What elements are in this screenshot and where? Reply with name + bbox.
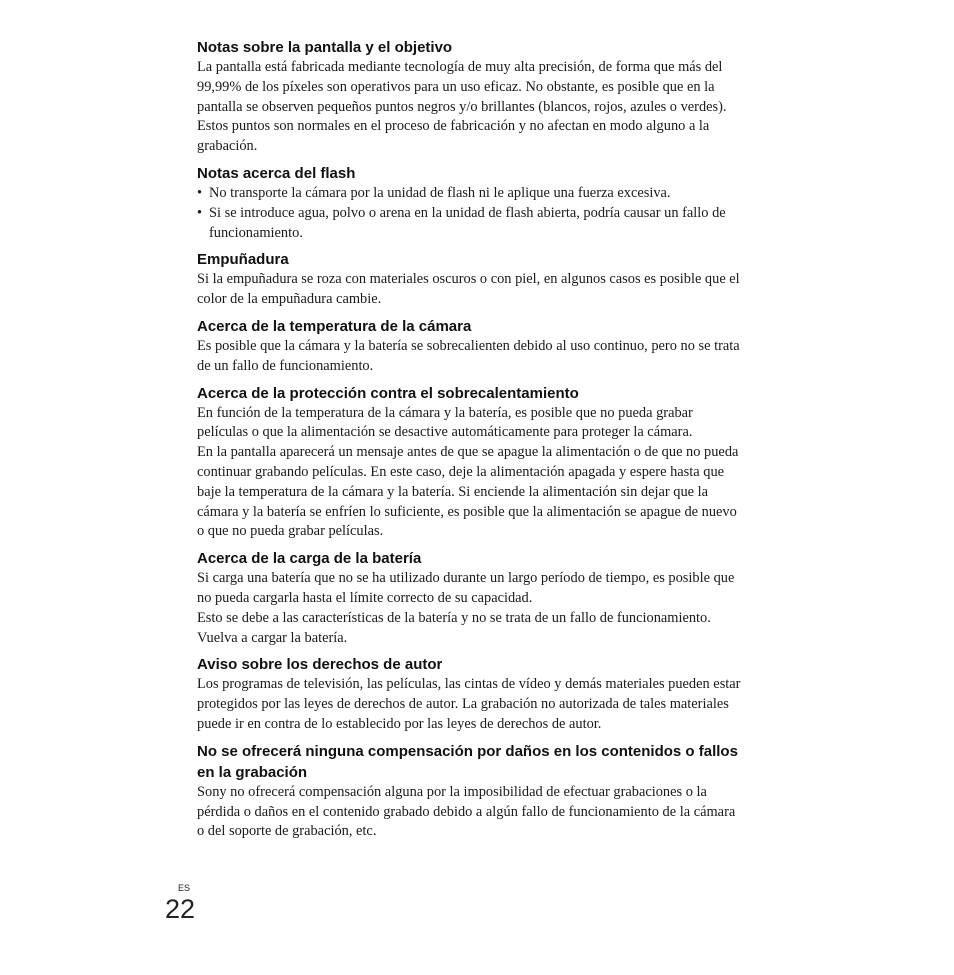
bullet-icon: • <box>197 204 203 221</box>
section-heading: No se ofrecerá ninguna compensación por daños en los contenidos o fallos en la grabación <box>197 742 738 781</box>
section-paragraph: Si la empuñadura se roza con materiales oscuros o con piel, en algunos casos es posible que el color de la empuñadura cambie. <box>197 271 740 308</box>
section-temperatura <box>197 316 745 377</box>
section-heading: Acerca de la protección contra el sobrecalentamiento <box>197 384 579 402</box>
section-empunadura <box>197 249 745 310</box>
bullet-icon: • <box>197 184 203 201</box>
section-heading: Notas acerca del flash <box>197 164 356 182</box>
section-heading: Notas sobre la pantalla y el objetivo <box>197 39 453 56</box>
section-paragraph: Es posible que la cámara y la batería se sobrecalienten debido al uso continuo, pero no se trata de un fallo de funcionamiento. <box>197 337 740 374</box>
section-paragraph: Los programas de televisión, las películas, las cintas de vídeo y demás materiales pueden estar protegidos por las leyes de derechos de autor. La grabación no autorizada de tales materiales puede ir en contra de lo establecido por las leyes de derechos de autor. <box>197 676 741 732</box>
section-paragraph: En función de la temperatura de la cámara y la batería, es posible que no pueda grabar películas o que la alimentación se desactive automáticamente para proteger la cámara. <box>197 404 693 441</box>
section-paragraph: La pantalla está fabricada mediante tecnología de muy alta precisión, de forma que más del 99,99% de los píxeles son operativos para un uso eficaz. No obstante, es posible que en la pantalla se observen pequeños puntos negros y/o brillantes (blancos, rojos, azules o verdes). Estos puntos son normales en el proceso de fabricación y no afectan en modo alguno a la grabación. <box>197 59 727 155</box>
bullet-list <box>197 184 745 243</box>
language-code: ES <box>178 883 191 893</box>
section-paragraph: En la pantalla aparecerá un mensaje antes de que se apague la alimentación o de que no pueda continuar grabando películas. En este caso, deje la alimentación apagada y espere hasta que baje la temperatura de la cámara y la batería. Si enciende la alimentación sin dejar que la cámara y la batería se enfríen lo suficiente, es posible que la alimentación se apague de nuevo o que no pueda grabar películas. <box>197 444 739 540</box>
section-flash <box>197 163 745 243</box>
section-sobrecalentamiento <box>197 383 745 543</box>
section-paragraph: Si carga una batería que no se ha utilizado durante un largo período de tiempo, es posible que no pueda cargarla hasta el límite correcto de su capacidad. <box>197 570 735 606</box>
list-item: • No transporte la cámara por la unidad de flash ni le aplique una fuerza excesiva. <box>197 184 745 204</box>
section-heading: Aviso sobre los derechos de autor <box>197 656 443 674</box>
section-pantalla-objetivo <box>197 37 745 157</box>
section-paragraph: Sony no ofrecerá compensación alguna por la imposibilidad de efectuar grabaciones o la pérdida o daños en el contenido grabado debido a algún fallo de funcionamiento de la cámara o del soporte de grabación, etc. <box>197 783 736 840</box>
section-heading: Acerca de la temperatura de la cámara <box>197 317 472 335</box>
section-derechos-autor <box>197 654 745 734</box>
section-heading: Acerca de la carga de la batería <box>197 550 422 568</box>
section-carga-bateria <box>197 548 745 648</box>
list-item: • Si se introduce agua, polvo o arena en la unidad de flash abierta, podría causar un fallo de funcionamiento. <box>197 204 726 241</box>
section-heading: Empuñadura <box>197 251 289 269</box>
section-paragraph: Esto se debe a las características de la batería y no se trata de un fallo de funcionamiento. Vuelva a cargar la batería. <box>197 609 711 646</box>
document-body <box>197 37 745 842</box>
section-compensacion <box>197 741 745 842</box>
page-number: 22 <box>165 894 196 924</box>
